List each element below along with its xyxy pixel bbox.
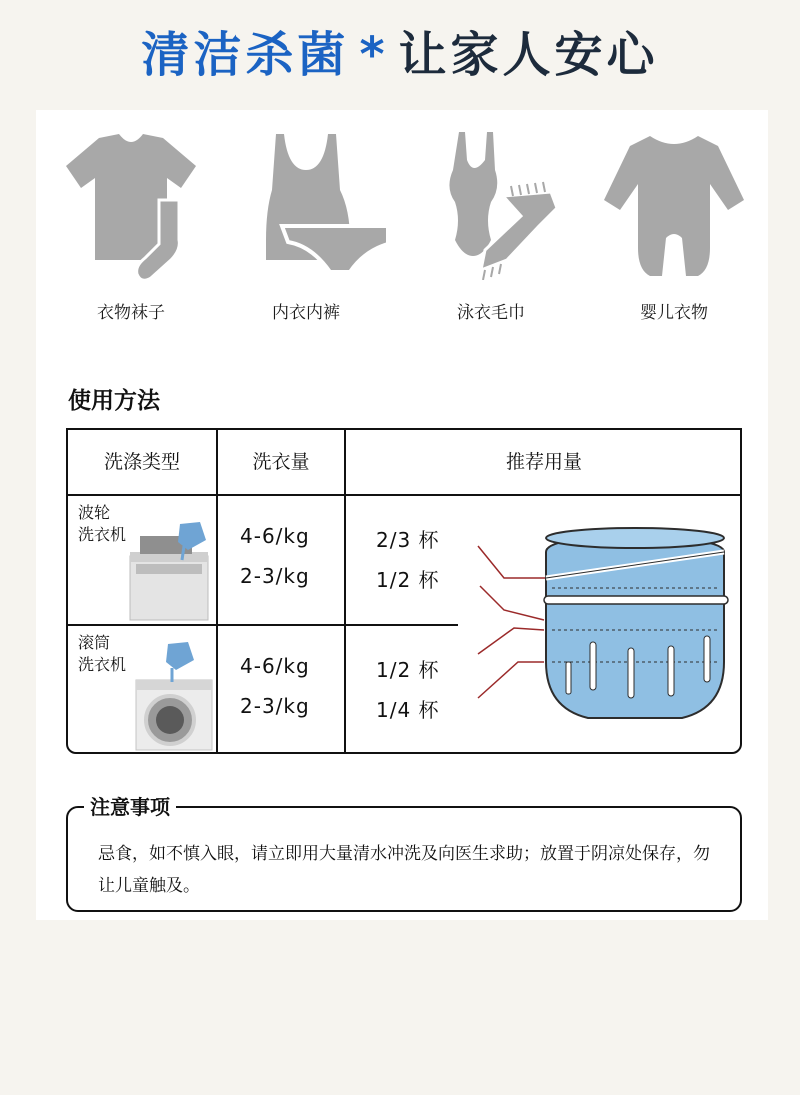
category-label: 婴儿衣物	[640, 303, 708, 323]
row1-dose-1: 2/3 杯	[376, 528, 440, 552]
category-label: 泳衣毛巾	[457, 303, 525, 323]
row2-type-line1: 滚筒	[78, 633, 111, 652]
headline-part1: 清洁杀菌	[141, 27, 350, 83]
category-label: 衣物袜子	[97, 303, 165, 323]
category-baby-clothes	[589, 130, 759, 323]
row1-type-line1: 波轮	[78, 503, 111, 522]
category-underwear	[221, 130, 391, 323]
baby-onesie-icon	[594, 130, 754, 280]
notice-box	[66, 795, 742, 912]
category-swimwear-towel	[406, 130, 576, 323]
category-clothes-socks	[46, 130, 216, 323]
underwear-icon	[226, 130, 386, 280]
usage-section-title: 使用方法	[68, 388, 160, 414]
row1-dose-2: 1/2 杯	[376, 568, 440, 592]
row2-dose-2: 1/4 杯	[376, 698, 440, 722]
notice-title: 注意事项	[84, 791, 176, 820]
row2-dose-1: 1/2 杯	[376, 658, 440, 682]
tshirt-sock-icon	[51, 130, 211, 280]
row2-load-2: 2-3/kg	[240, 694, 310, 718]
row1-load-2: 2-3/kg	[240, 564, 310, 588]
front-loader-washer-icon	[132, 642, 216, 752]
top-loader-washer-icon	[126, 522, 214, 622]
row1-load-1: 4-6/kg	[240, 524, 310, 548]
header-dose: 推荐用量	[505, 451, 582, 473]
swimsuit-towel-icon	[411, 130, 571, 280]
notice-text: 忌食，如不慎入眼，请立即用大量清水冲洗及向医生求助；放置于阴凉处保存，勿让儿童触及。	[98, 844, 710, 896]
row2-type-line2: 洗衣机	[78, 655, 127, 674]
header-wash-type: 洗涤类型	[103, 451, 180, 473]
content-panel	[36, 110, 768, 920]
page-headline	[0, 22, 800, 88]
headline-star: *	[359, 27, 389, 83]
usage-table	[66, 428, 742, 754]
category-label: 内衣内裤	[272, 303, 340, 323]
header-load: 洗衣量	[252, 451, 310, 473]
headline-part2: 让家人安心	[398, 27, 659, 83]
row1-type-line2: 洗衣机	[78, 525, 127, 544]
row2-load-1: 4-6/kg	[240, 654, 310, 678]
measuring-cup-icon	[448, 512, 738, 722]
